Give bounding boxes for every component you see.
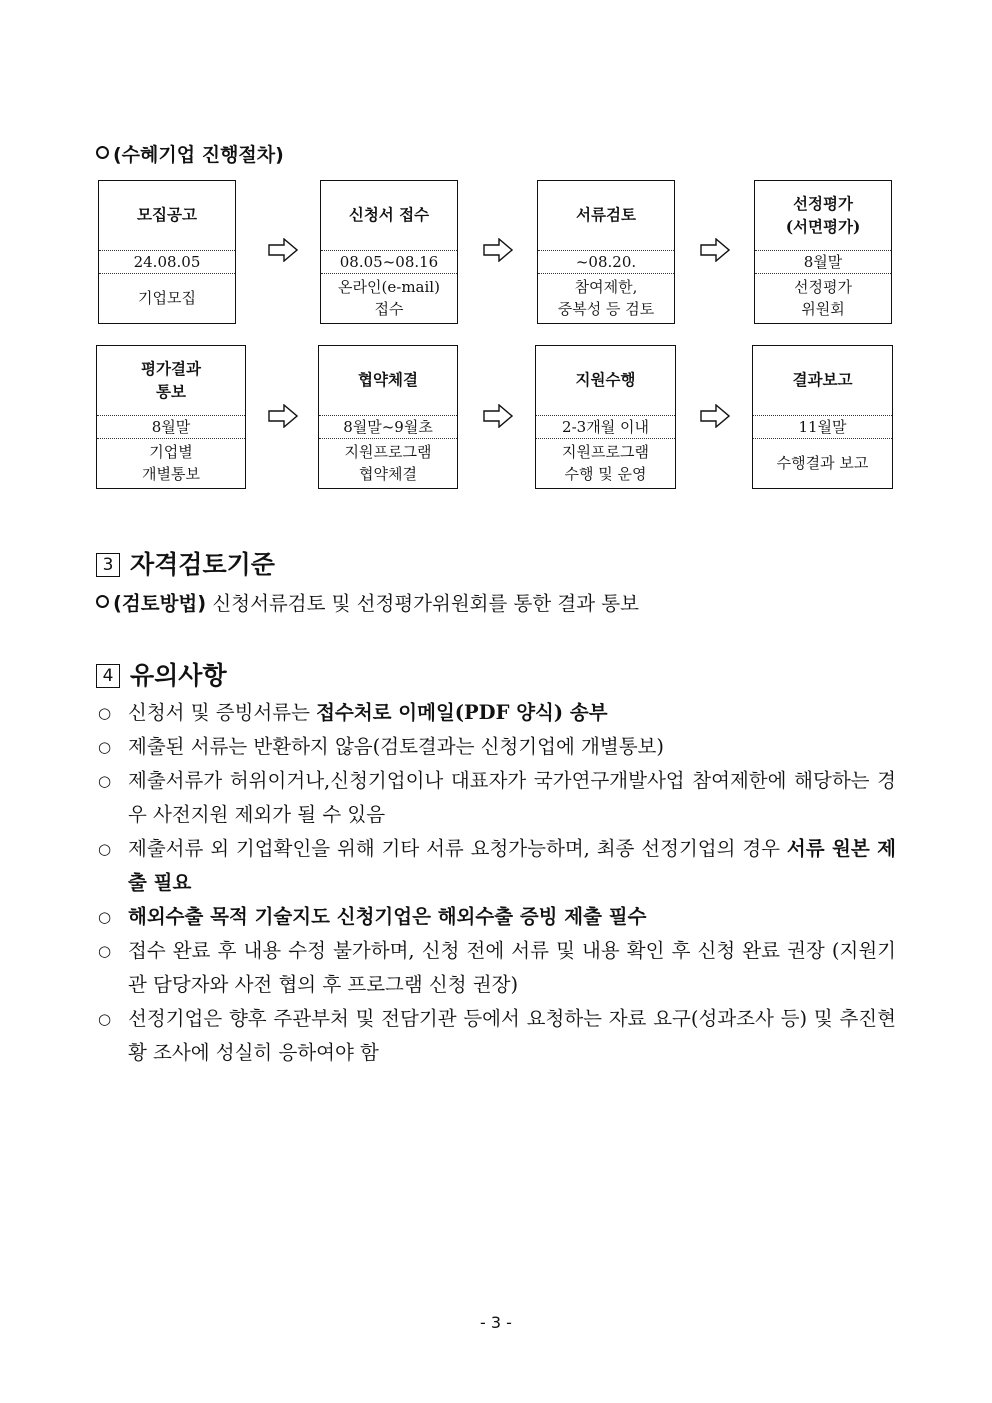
circle-bullet-icon: ○ (98, 840, 112, 858)
list-item: ○ 제출서류가 허위이거나,신청기업이나 대표자가 국가연구개발사업 참여제한에 해당하는 경우 사전지원 제외가 될 수 있음 (96, 764, 896, 832)
list-item: ○ 접수 완료 후 내용 수정 불가하며, 신청 전에 서류 및 내용 확인 후 신청 완료 권장 (지원기관 담당자와 사전 협의 후 프로그램 신청 권장) (96, 934, 896, 1002)
notes-list (96, 696, 896, 1070)
circle-bullet-icon: ○ (98, 704, 112, 722)
review-method (96, 588, 639, 616)
step-title: 협약체결 (319, 346, 457, 416)
process-step-5 (96, 345, 246, 489)
step-desc: 선정평가 위원회 (794, 277, 852, 318)
step-desc: 참여제한, 중복성 등 검토 (557, 277, 655, 318)
step-date: 8월말~9월초 (319, 415, 457, 439)
step-title: 선정평가 (서면평가) (755, 181, 891, 251)
section-3-heading (96, 545, 275, 581)
list-item: ○ 신청서 및 증빙서류는 접수처로 이메일(PDF 양식) 송부 (96, 696, 896, 730)
step-date: 24.08.05 (99, 250, 235, 274)
section-title: 유의사항 (130, 661, 227, 690)
section-title: 자격검토기준 (130, 550, 275, 579)
bullet-icon (96, 595, 109, 608)
step-date: 8월말 (97, 415, 245, 439)
step-date: 8월말 (755, 250, 891, 274)
process-step-2 (320, 180, 458, 324)
circle-bullet-icon: ○ (98, 942, 112, 960)
process-step-8 (752, 345, 893, 489)
process-step-3 (537, 180, 675, 324)
right-arrow-icon (268, 238, 298, 262)
list-item: ○ 선정기업은 향후 주관부처 및 전담기관 등에서 요청하는 자료 요구(성과조사 등) 및 추진현황 조사에 성실히 응하여야 함 (96, 1002, 896, 1070)
step-date: 11월말 (753, 415, 892, 439)
list-item: ○ 제출서류 외 기업확인을 위해 기타 서류 요청가능하며, 최종 선정기업의 경우 서류 원본 제출 필요 (96, 832, 896, 900)
step-desc: 수행결과 보고 (776, 453, 869, 472)
step-title: 신청서 접수 (321, 181, 457, 251)
right-arrow-icon (483, 238, 513, 262)
section-number: 4 (96, 664, 120, 688)
process-step-6 (318, 345, 458, 489)
step-date: 2-3개월 이내 (536, 415, 675, 439)
step-date: ~08.20. (538, 250, 674, 274)
method-text: 신청서류검토 및 선정평가위원회를 통한 결과 통보 (212, 592, 639, 615)
process-heading: (수혜기업 진행절차) (96, 140, 284, 167)
right-arrow-icon (268, 404, 298, 428)
circle-bullet-icon: ○ (98, 738, 112, 756)
page-number: - 3 - (480, 1313, 512, 1332)
circle-bullet-icon: ○ (98, 908, 112, 926)
step-desc: 지원프로그램 협약체결 (344, 442, 432, 483)
step-date: 08.05~08.16 (321, 250, 457, 274)
right-arrow-icon (700, 238, 730, 262)
bullet-icon (96, 146, 109, 159)
section-number: 3 (96, 553, 120, 577)
step-title: 모집공고 (99, 181, 235, 251)
list-item: ○ 해외수출 목적 기술지도 신청기업은 해외수출 증빙 제출 필수 (96, 900, 896, 934)
right-arrow-icon (700, 404, 730, 428)
step-title: 지원수행 (536, 346, 675, 416)
section-4-heading (96, 656, 227, 692)
step-desc: 기업모집 (138, 288, 196, 307)
process-step-4 (754, 180, 892, 324)
step-title: 평가결과 통보 (97, 346, 245, 416)
step-title: 결과보고 (753, 346, 892, 416)
list-item: ○ 제출된 서류는 반환하지 않음(검토결과는 신청기업에 개별통보) (96, 730, 896, 764)
method-label: (검토방법) (113, 592, 207, 615)
process-step-7 (535, 345, 676, 489)
step-desc: 온라인(e-mail) 접수 (338, 277, 440, 318)
right-arrow-icon (483, 404, 513, 428)
circle-bullet-icon: ○ (98, 772, 112, 790)
step-title: 서류검토 (538, 181, 674, 251)
step-desc: 기업별 개별통보 (142, 442, 200, 483)
step-desc: 지원프로그램 수행 및 운영 (562, 442, 649, 483)
process-step-1 (98, 180, 236, 324)
circle-bullet-icon: ○ (98, 1010, 112, 1028)
